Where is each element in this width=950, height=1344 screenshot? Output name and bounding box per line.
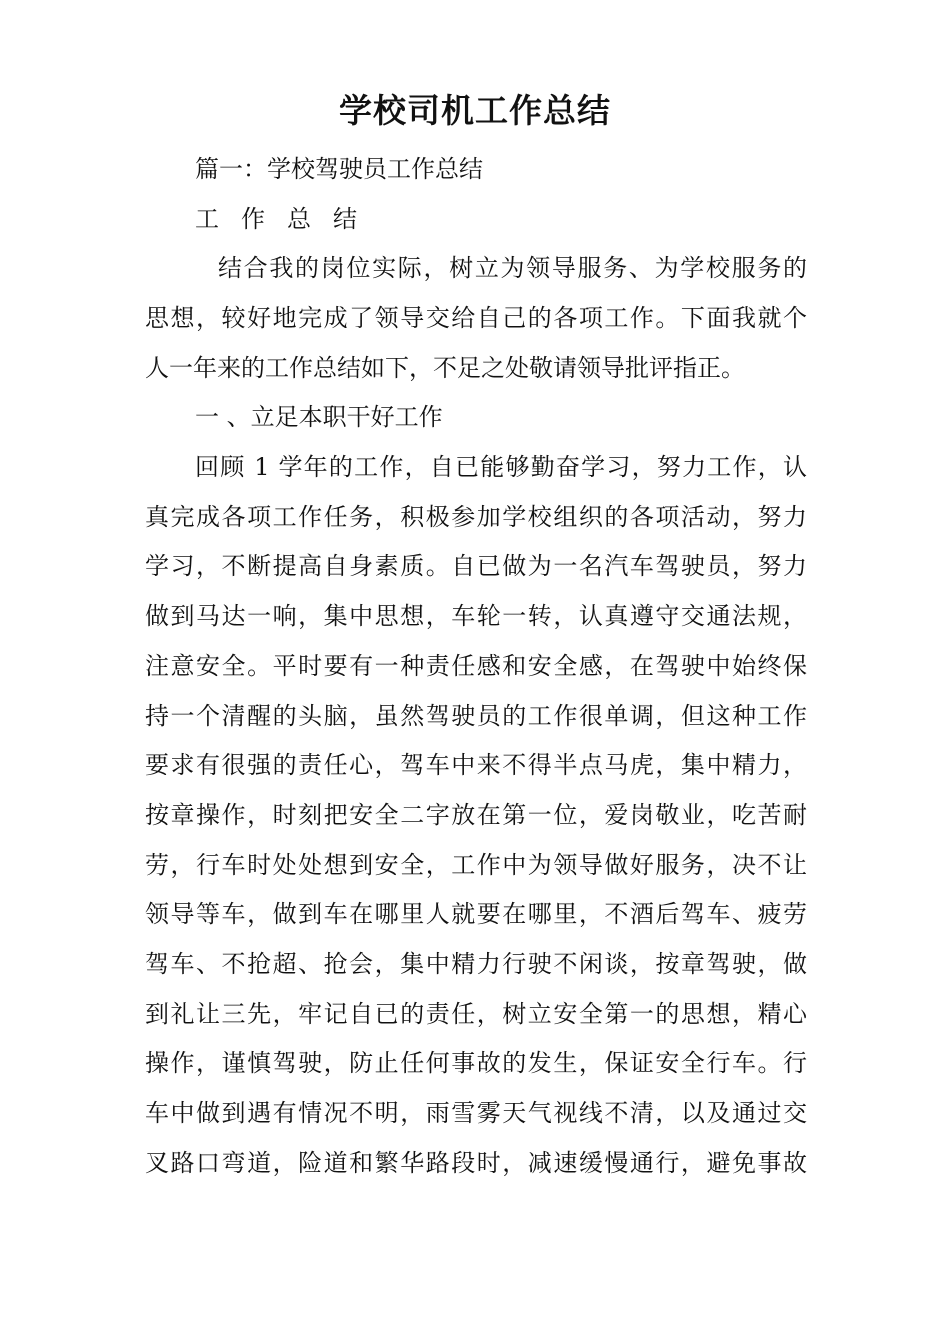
paragraph-line: 到礼让三先，牢记自已的责任，树立安全第一的思想，精心 (145, 1000, 807, 1028)
paragraph-line: 操作，谨慎驾驶，防止任何事故的发生，保证安全行车。行 (145, 1049, 807, 1077)
section1-heading: 一 、立足本职干好工作 (195, 403, 443, 431)
paragraph-line: 回顾 1 学年的工作，自已能够勤奋学习，努力工作，认 (195, 453, 807, 481)
section-heading: 工作总结 (195, 205, 379, 233)
paragraph-line: 持一个清醒的头脑，虽然驾驶员的工作很单调，但这种工作 (145, 702, 807, 730)
document-title: 学校司机工作总结 (339, 91, 611, 130)
paragraph-line: 人一年来的工作总结如下，不足之处敬请领导批评指正。 (145, 354, 745, 382)
paragraph-line: 思想，较好地完成了领导交给自己的各项工作。下面我就个 (145, 304, 807, 332)
paragraph-line: 真完成各项工作任务，积极参加学校组织的各项活动，努力 (145, 503, 807, 531)
paragraph-line: 车中做到遇有情况不明，雨雪雾天气视线不清，以及通过交 (145, 1099, 807, 1127)
paragraph-line: 要求有很强的责任心，驾车中来不得半点马虎，集中精力， (145, 751, 807, 779)
subtitle: 篇一：学校驾驶员工作总结 (195, 155, 483, 183)
paragraph-line: 劳，行车时处处想到安全，工作中为领导做好服务，决不让 (145, 851, 807, 879)
paragraph-line: 做到马达一响，集中思想，车轮一转，认真遵守交通法规， (145, 602, 807, 630)
paragraph-line: 学习，不断提高自身素质。自已做为一名汽车驾驶员，努力 (145, 552, 807, 580)
paragraph-line: 结合我的岗位实际，树立为领导服务、为学校服务的 (218, 254, 807, 282)
paragraph-line: 注意安全。平时要有一种责任感和安全感，在驾驶中始终保 (145, 652, 807, 680)
paragraph-line: 驾车、不抢超、抢会，集中精力行驶不闲谈，按章驾驶，做 (145, 950, 807, 978)
paragraph-line: 按章操作，时刻把安全二字放在第一位，爱岗敬业，吃苦耐 (145, 801, 807, 829)
paragraph-line: 叉路口弯道，险道和繁华路段时，减速缓慢通行，避免事故 (145, 1149, 807, 1177)
paragraph-line: 领导等车，做到车在哪里人就要在哪里，不酒后驾车、疲劳 (145, 900, 807, 928)
